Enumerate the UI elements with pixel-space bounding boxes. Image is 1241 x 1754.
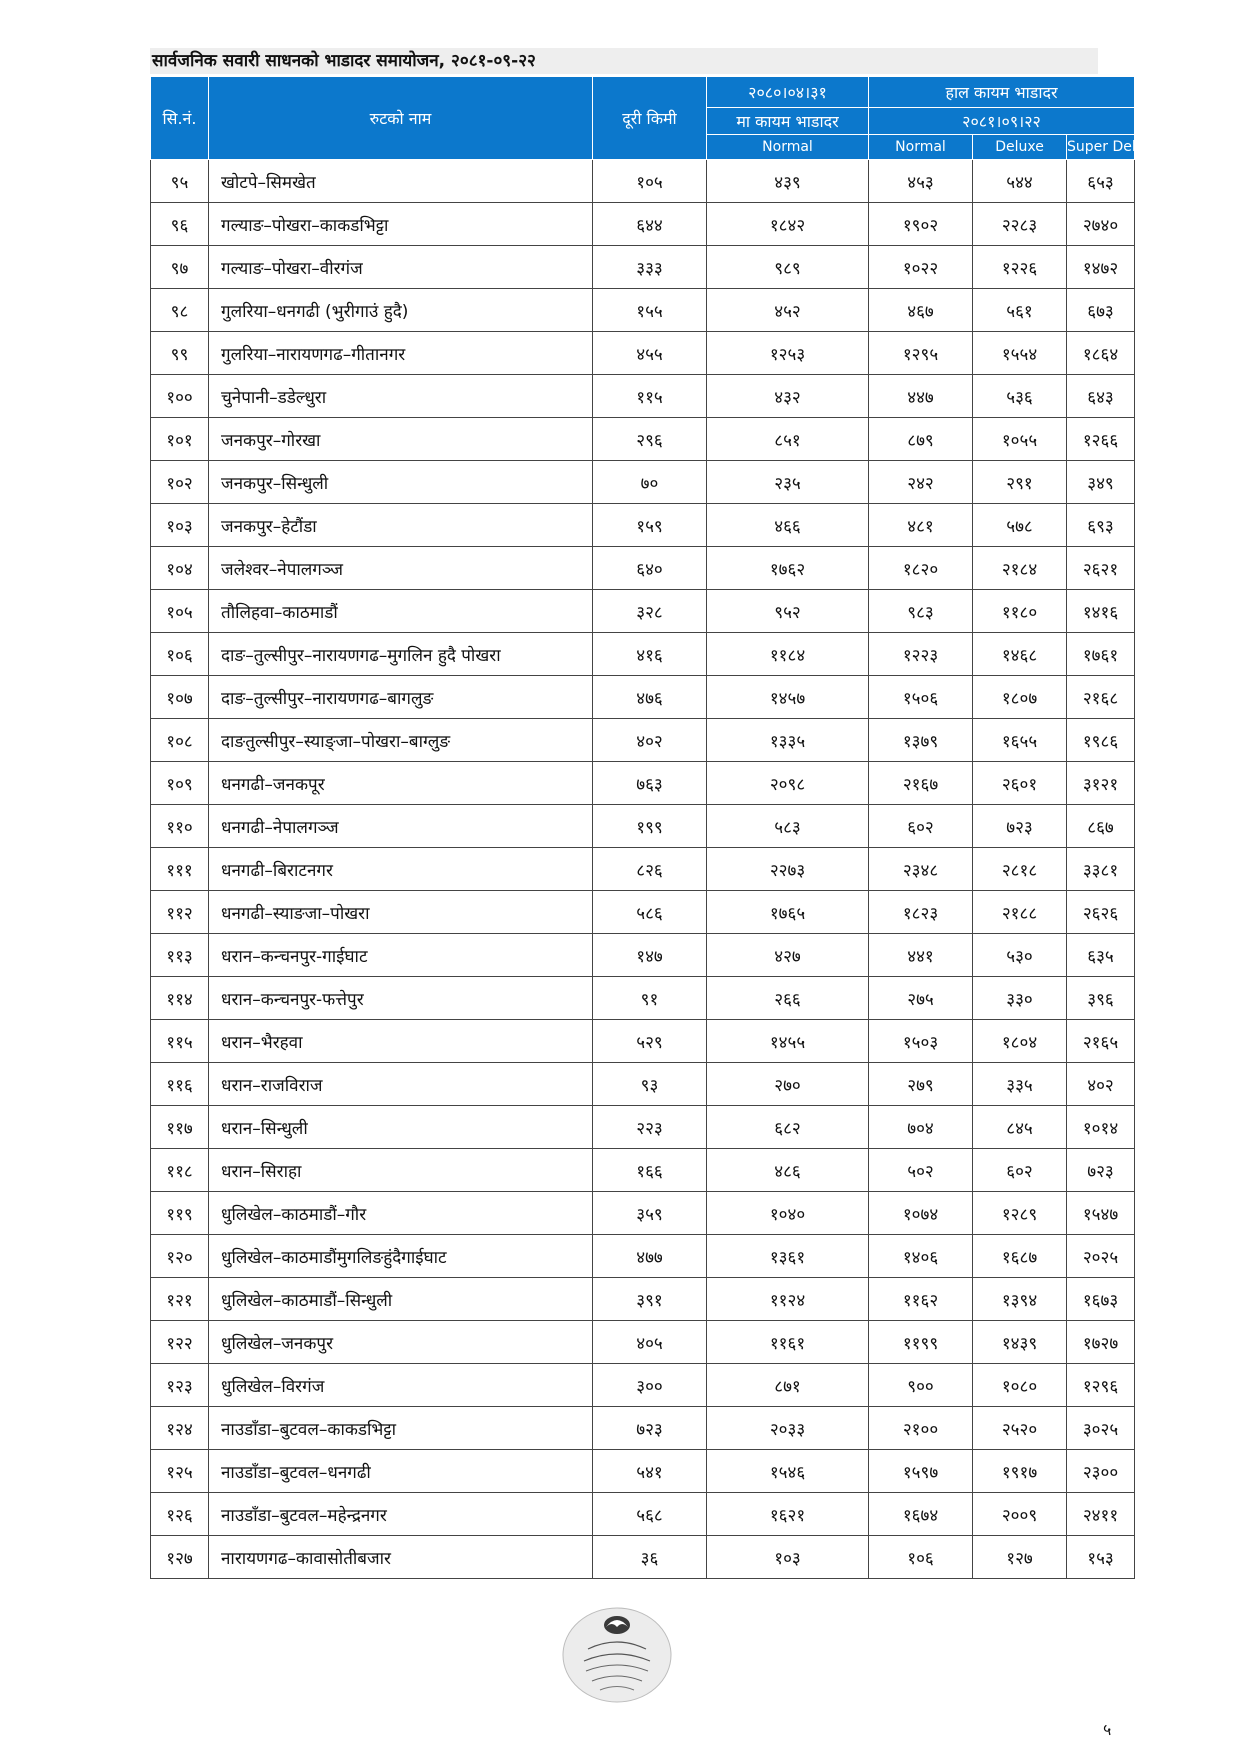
cell-super-deluxe: २१६५ [1067,1020,1135,1063]
cell-prev-normal: १७६२ [707,547,869,590]
table-row [151,1149,1135,1192]
cell-deluxe: १३९४ [973,1278,1067,1321]
cell-sn: ११८ [151,1149,209,1192]
cell-sn: ९५ [151,160,209,203]
cell-distance: ३९१ [593,1278,707,1321]
table-row [151,1192,1135,1235]
cell-distance: १०५ [593,160,707,203]
cell-route: धनगढी–स्याङजा–पोखरा [209,891,593,934]
cell-sn: ९६ [151,203,209,246]
cell-sn: ११९ [151,1192,209,1235]
cell-normal: १५०६ [869,676,973,719]
cell-distance: ४७६ [593,676,707,719]
cell-distance: ११५ [593,375,707,418]
cell-normal: २७९ [869,1063,973,1106]
table-row [151,1278,1135,1321]
cell-route: धुलिखेल–जनकपुर [209,1321,593,1364]
header-deluxe: Deluxe [973,135,1067,160]
header-current-label: हाल कायम भाडादर [869,77,1135,108]
cell-normal: ८७९ [869,418,973,461]
cell-super-deluxe: ६७३ [1067,289,1135,332]
cell-sn: १०१ [151,418,209,461]
cell-prev-normal: ११८४ [707,633,869,676]
cell-route: धरान–कन्चनपुर-फत्तेपुर [209,977,593,1020]
cell-distance: ३३३ [593,246,707,289]
cell-deluxe: २००९ [973,1493,1067,1536]
cell-sn: ९७ [151,246,209,289]
cell-prev-normal: १०३ [707,1536,869,1579]
cell-route: नाउडाँडा–बुटवल–धनगढी [209,1450,593,1493]
cell-prev-normal: ५८३ [707,805,869,848]
cell-prev-normal: ८७१ [707,1364,869,1407]
cell-super-deluxe: ४०२ [1067,1063,1135,1106]
cell-prev-normal: ४३२ [707,375,869,418]
cell-deluxe: १९१७ [973,1450,1067,1493]
cell-sn: १०८ [151,719,209,762]
header-prev-date: २०८०।०४।३१ [707,77,869,108]
table-row [151,1536,1135,1579]
cell-route: गल्याङ–पोखरा–काकडभिट्टा [209,203,593,246]
cell-normal: २१०० [869,1407,973,1450]
cell-normal: १५९७ [869,1450,973,1493]
cell-deluxe: १५५४ [973,332,1067,375]
table-row [151,289,1135,332]
cell-deluxe: ५३६ [973,375,1067,418]
cell-super-deluxe: ६४३ [1067,375,1135,418]
table-row [151,375,1135,418]
cell-super-deluxe: ३४९ [1067,461,1135,504]
cell-normal: ४८१ [869,504,973,547]
cell-deluxe: २५२० [973,1407,1067,1450]
cell-deluxe: १०८० [973,1364,1067,1407]
cell-distance: ९१ [593,977,707,1020]
cell-deluxe: २१८८ [973,891,1067,934]
cell-route: नारायणगढ–कावासोतीबजार [209,1536,593,1579]
cell-distance: ४१६ [593,633,707,676]
cell-prev-normal: ६८२ [707,1106,869,1149]
table-row [151,1235,1135,1278]
cell-route: तौलिहवा–काठमाडौं [209,590,593,633]
cell-route: नाउडाँडा–बुटवल–महेन्द्रनगर [209,1493,593,1536]
cell-route: धरान–भैरहवा [209,1020,593,1063]
cell-route: चुनेपानी–डडेल्धुरा [209,375,593,418]
cell-normal: १६७४ [869,1493,973,1536]
cell-prev-normal: २६६ [707,977,869,1020]
cell-prev-normal: ४२७ [707,934,869,977]
cell-distance: १४७ [593,934,707,977]
cell-normal: १८२० [869,547,973,590]
cell-normal: २७५ [869,977,973,1020]
cell-deluxe: ७२३ [973,805,1067,848]
cell-route: धुलिखेल–काठमाडौंमुगलिङहुंदैगाईघाट [209,1235,593,1278]
header-normal: Normal [869,135,973,160]
cell-super-deluxe: १४७२ [1067,246,1135,289]
cell-prev-normal: २२७३ [707,848,869,891]
cell-distance: ३२८ [593,590,707,633]
table-row [151,418,1135,461]
cell-normal: १९०२ [869,203,973,246]
header-prev-label: मा कायम भाडादर [707,108,869,135]
cell-normal: २१६७ [869,762,973,805]
cell-distance: ५४१ [593,1450,707,1493]
cell-distance: ५८६ [593,891,707,934]
cell-super-deluxe: २४११ [1067,1493,1135,1536]
header-route: रुटको नाम [209,77,593,160]
table-row [151,203,1135,246]
cell-route: धरान–सिन्धुली [209,1106,593,1149]
cell-normal: १२२३ [869,633,973,676]
cell-super-deluxe: २७४० [1067,203,1135,246]
cell-distance: १९९ [593,805,707,848]
table-row [151,848,1135,891]
cell-normal: ६०२ [869,805,973,848]
cell-distance: ९३ [593,1063,707,1106]
cell-prev-normal: १०४० [707,1192,869,1235]
cell-prev-normal: १२५३ [707,332,869,375]
table-row [151,633,1135,676]
cell-sn: ११२ [151,891,209,934]
cell-route: जलेश्वर–नेपालगञ्ज [209,547,593,590]
cell-deluxe: ५६१ [973,289,1067,332]
cell-sn: १०४ [151,547,209,590]
cell-super-deluxe: २१६८ [1067,676,1135,719]
cell-normal: ४४७ [869,375,973,418]
cell-distance: २९६ [593,418,707,461]
cell-deluxe: ११८० [973,590,1067,633]
cell-sn: १२२ [151,1321,209,1364]
cell-deluxe: २९१ [973,461,1067,504]
cell-deluxe: १०५५ [973,418,1067,461]
cell-super-deluxe: ६९३ [1067,504,1135,547]
cell-deluxe: २८१८ [973,848,1067,891]
cell-distance: ४७७ [593,1235,707,1278]
cell-route: खोटपे–सिमखेत [209,160,593,203]
cell-distance: ४०५ [593,1321,707,1364]
cell-normal: ९०० [869,1364,973,1407]
cell-route: धनगढी–बिराटनगर [209,848,593,891]
cell-deluxe: २२८३ [973,203,1067,246]
cell-deluxe: १६८७ [973,1235,1067,1278]
cell-prev-normal: २७० [707,1063,869,1106]
cell-sn: ९९ [151,332,209,375]
cell-prev-normal: ९८९ [707,246,869,289]
cell-normal: १०७४ [869,1192,973,1235]
table-row [151,504,1135,547]
cell-super-deluxe: ३१२१ [1067,762,1135,805]
table-row [151,1106,1135,1149]
header-prev-normal: Normal [707,135,869,160]
table-row [151,934,1135,977]
cell-route: धुलिखेल–काठमाडौं–सिन्धुली [209,1278,593,1321]
cell-sn: १२० [151,1235,209,1278]
cell-sn: १११ [151,848,209,891]
cell-distance: १५५ [593,289,707,332]
page-number: ५ [1103,1720,1112,1739]
cell-super-deluxe: ३३८१ [1067,848,1135,891]
cell-prev-normal: १३३५ [707,719,869,762]
cell-distance: १६६ [593,1149,707,1192]
table-row [151,547,1135,590]
cell-sn: १२३ [151,1364,209,1407]
cell-sn: ११६ [151,1063,209,1106]
cell-normal: ११९९ [869,1321,973,1364]
cell-sn: ११४ [151,977,209,1020]
cell-distance: २२३ [593,1106,707,1149]
cell-normal: २४२ [869,461,973,504]
cell-deluxe: १२८९ [973,1192,1067,1235]
cell-distance: ७० [593,461,707,504]
cell-deluxe: ५४४ [973,160,1067,203]
table-row [151,1321,1135,1364]
cell-distance: १५९ [593,504,707,547]
cell-super-deluxe: १५३ [1067,1536,1135,1579]
cell-sn: १२१ [151,1278,209,1321]
table-row [151,590,1135,633]
cell-prev-normal: ८५१ [707,418,869,461]
cell-super-deluxe: ६३५ [1067,934,1135,977]
cell-route: धुलिखेल–काठमाडौं–गौर [209,1192,593,1235]
cell-normal: १८२३ [869,891,973,934]
cell-prev-normal: ४३९ [707,160,869,203]
cell-distance: ६४४ [593,203,707,246]
cell-super-deluxe: १६७३ [1067,1278,1135,1321]
cell-prev-normal: १३६१ [707,1235,869,1278]
cell-normal: ७०४ [869,1106,973,1149]
cell-prev-normal: ४६६ [707,504,869,547]
cell-normal: २३४८ [869,848,973,891]
cell-normal: ४५३ [869,160,973,203]
cell-super-deluxe: ६५३ [1067,160,1135,203]
cell-deluxe: ५७८ [973,504,1067,547]
cell-prev-normal: ११२४ [707,1278,869,1321]
cell-route: गल्याङ–पोखरा–वीरगंज [209,246,593,289]
table-row [151,977,1135,1020]
table-row [151,1364,1135,1407]
cell-normal: १३७९ [869,719,973,762]
cell-route: धरान–सिराहा [209,1149,593,1192]
header-super-deluxe: Super Deluxe [1067,135,1135,160]
table-row [151,332,1135,375]
cell-prev-normal: १७६५ [707,891,869,934]
cell-route: नाउडाँडा–बुटवल–काकडभिट्टा [209,1407,593,1450]
cell-deluxe: ३३० [973,977,1067,1020]
cell-route: दाङ–तुल्सीपुर–नारायणगढ–बागलुङ [209,676,593,719]
cell-deluxe: १६५५ [973,719,1067,762]
cell-sn: १०२ [151,461,209,504]
table-row [151,676,1135,719]
table-row [151,762,1135,805]
cell-super-deluxe: १५४७ [1067,1192,1135,1235]
cell-normal: ११६२ [869,1278,973,1321]
cell-super-deluxe: १०१४ [1067,1106,1135,1149]
cell-prev-normal: २०९८ [707,762,869,805]
cell-super-deluxe: ७२३ [1067,1149,1135,1192]
cell-normal: १०६ [869,1536,973,1579]
cell-prev-normal: ११६१ [707,1321,869,1364]
cell-sn: ११० [151,805,209,848]
cell-super-deluxe: १७६१ [1067,633,1135,676]
cell-sn: १०३ [151,504,209,547]
cell-deluxe: १८०७ [973,676,1067,719]
cell-route: धरान–राजविराज [209,1063,593,1106]
cell-prev-normal: ४८६ [707,1149,869,1192]
cell-distance: ५६८ [593,1493,707,1536]
cell-deluxe: ८४५ [973,1106,1067,1149]
cell-sn: १२४ [151,1407,209,1450]
cell-sn: १२५ [151,1450,209,1493]
cell-prev-normal: १५४६ [707,1450,869,1493]
cell-super-deluxe: २०२५ [1067,1235,1135,1278]
cell-super-deluxe: १७२७ [1067,1321,1135,1364]
table-row [151,461,1135,504]
fare-table-body [151,160,1135,1579]
cell-route: दाङतुल्सीपुर–स्याङ्जा–पोखरा–बाग्लुङ [209,719,593,762]
cell-super-deluxe: १२९६ [1067,1364,1135,1407]
cell-distance: ८२६ [593,848,707,891]
cell-sn: १२७ [151,1536,209,1579]
cell-route: धनगढी–जनकपूर [209,762,593,805]
cell-prev-normal: २०३३ [707,1407,869,1450]
cell-normal: ५०२ [869,1149,973,1192]
header-sn: सि.नं. [151,77,209,160]
cell-deluxe: ५३० [973,934,1067,977]
cell-super-deluxe: २३०० [1067,1450,1135,1493]
table-row [151,246,1135,289]
cell-distance: ६४० [593,547,707,590]
cell-route: जनकपुर–गोरखा [209,418,593,461]
cell-normal: १५०३ [869,1020,973,1063]
cell-sn: १२६ [151,1493,209,1536]
cell-route: दाङ–तुल्सीपुर–नारायणगढ–मुगलिन हुदै पोखरा [209,633,593,676]
table-row [151,1450,1135,1493]
cell-super-deluxe: १२६६ [1067,418,1135,461]
cell-route: गुलरिया–नारायणगढ–गीतानगर [209,332,593,375]
cell-route: धुलिखेल–विरगंज [209,1364,593,1407]
cell-sn: १०० [151,375,209,418]
cell-deluxe: ३३५ [973,1063,1067,1106]
cell-deluxe: १४६८ [973,633,1067,676]
cell-route: धरान–कन्चनपुर-गाईघाट [209,934,593,977]
cell-prev-normal: १४५५ [707,1020,869,1063]
document-title: सार्वजनिक सवारी साधनको भाडादर समायोजन, २०८१-०९-२२ [150,48,1098,74]
cell-super-deluxe: ३९६ [1067,977,1135,1020]
cell-sn: ११३ [151,934,209,977]
cell-distance: ३०० [593,1364,707,1407]
cell-deluxe: १८०४ [973,1020,1067,1063]
cell-route: गुलरिया–धनगढी (भुरीगाउं हुदै) [209,289,593,332]
cell-normal: ४६७ [869,289,973,332]
cell-sn: ११७ [151,1106,209,1149]
header-current-date: २०८१।०९।२२ [869,108,1135,135]
cell-sn: ९८ [151,289,209,332]
cell-distance: ७२३ [593,1407,707,1450]
cell-deluxe: २१८४ [973,547,1067,590]
cell-sn: ११५ [151,1020,209,1063]
cell-distance: ३६ [593,1536,707,1579]
cell-sn: १०९ [151,762,209,805]
header-distance: दूरी किमी [593,77,707,160]
table-row [151,719,1135,762]
cell-super-deluxe: २६२१ [1067,547,1135,590]
cell-super-deluxe: १४१६ [1067,590,1135,633]
cell-distance: ४०२ [593,719,707,762]
cell-deluxe: १२७ [973,1536,1067,1579]
cell-deluxe: ६०२ [973,1149,1067,1192]
cell-sn: १०६ [151,633,209,676]
table-row [151,891,1135,934]
cell-normal: ९८३ [869,590,973,633]
cell-super-deluxe: १८६४ [1067,332,1135,375]
cell-sn: १०५ [151,590,209,633]
table-row [151,1407,1135,1450]
cell-distance: ४५५ [593,332,707,375]
cell-deluxe: १४३९ [973,1321,1067,1364]
cell-sn: १०७ [151,676,209,719]
cell-deluxe: २६०१ [973,762,1067,805]
cell-prev-normal: १६२१ [707,1493,869,1536]
cell-prev-normal: ४५२ [707,289,869,332]
cell-prev-normal: १८४२ [707,203,869,246]
table-row [151,1063,1135,1106]
cell-prev-normal: ९५२ [707,590,869,633]
cell-route: धनगढी–नेपालगञ्ज [209,805,593,848]
cell-normal: ४४१ [869,934,973,977]
cell-distance: ३५९ [593,1192,707,1235]
table-row [151,1020,1135,1063]
table-row [151,805,1135,848]
table-row [151,160,1135,203]
cell-route: जनकपुर–हेटौंडा [209,504,593,547]
fare-table [150,76,1162,1579]
cell-super-deluxe: ३०२५ [1067,1407,1135,1450]
cell-route: जनकपुर–सिन्धुली [209,461,593,504]
table-row [151,1493,1135,1536]
cell-prev-normal: १४५७ [707,676,869,719]
cell-super-deluxe: १९८६ [1067,719,1135,762]
cell-super-deluxe: २६२६ [1067,891,1135,934]
cell-prev-normal: २३५ [707,461,869,504]
cell-normal: १४०६ [869,1235,973,1278]
cell-normal: १०२२ [869,246,973,289]
cell-deluxe: १२२६ [973,246,1067,289]
cell-normal: १२९५ [869,332,973,375]
government-seal-icon [560,1605,675,1705]
cell-super-deluxe: ८६७ [1067,805,1135,848]
cell-distance: ५२९ [593,1020,707,1063]
cell-distance: ७६३ [593,762,707,805]
